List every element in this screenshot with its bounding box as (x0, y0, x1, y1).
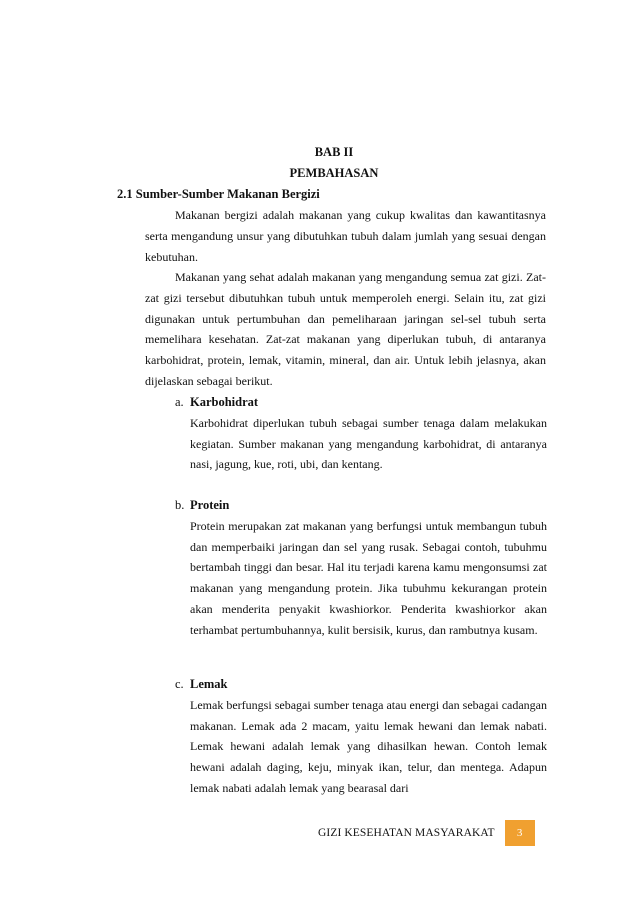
list-item-protein (175, 495, 547, 641)
list-item-title: Karbohidrat (190, 395, 259, 409)
list-item-body: Protein merupakan zat makanan yang berfungsi untuk membangun tubuh dan memperbaiki jaringan dan sel yang rusak. Sebagai contoh, tubuhmu bertambah tinggi dan besar. Hal itu terjadi karena kamu mengonsumsi zat makanan yang mengandung protein. Jika tubuhmu kekurangan protein akan menderita penyakit kwashiorkor. Penderita kwashiorkor akan terhambat pertumbuhannya, kulit bersisik, kurus, dan rambutnya kusam. (190, 518, 547, 637)
paragraph-1 (145, 205, 546, 267)
list-item-letter: b. (175, 498, 185, 512)
list-item-letter: c. (175, 677, 184, 691)
footer-title: GIZI KESEHATAN MASYARAKAT (318, 827, 495, 839)
page-number-badge: 3 (505, 820, 535, 846)
list-item-title: Lemak (190, 677, 228, 691)
list-item-title: Protein (190, 498, 230, 512)
paragraph-2 (145, 267, 546, 392)
paragraph-1-text: Makanan bergizi adalah makanan yang cukup kwalitas dan kawantitasnya serta mengandung unsur yang dibutuhkan tubuh dalam jumlah yang sesuai dengan kebutuhan. (145, 208, 546, 264)
list-item-heading (175, 392, 547, 413)
page-footer (318, 821, 535, 845)
list-item-body: Karbohidrat diperlukan tubuh sebagai sumber tenaga dalam melakukan kegiatan. Sumber makanan yang mengandung karbohidrat, di antaranya nasi, jagung, kue, roti, ubi, dan kentang. (190, 415, 547, 472)
list-item-letter: a. (175, 395, 184, 409)
subsection-heading: 2.1 Sumber-Sumber Makanan Bergizi (117, 187, 320, 201)
list-item-lemak (175, 674, 547, 799)
list-item-heading (175, 674, 547, 695)
section-title: PEMBAHASAN (289, 166, 379, 180)
chapter-title: BAB II (314, 145, 354, 159)
paragraph-2-text: Makanan yang sehat adalah makanan yang mengandung semua zat gizi. Zat-zat gizi tersebut dibutuhkan tubuh untuk memperoleh energi. Selain itu, zat gizi digunakan untuk pertumbuhan dan pemeliharaan jaringan sel-sel tubuh serta memelihara kesehatan. Zat-zat makanan yang diperlukan tubuh, di antaranya karbohidrat, protein, lemak, vitamin, mineral, dan air. Untuk lebih jelasnya, akan dijelaskan sebagai berikut. (145, 270, 546, 388)
list-item-heading (175, 495, 547, 516)
list-item-karbohidrat (175, 392, 547, 475)
list-item-body: Lemak berfungsi sebagai sumber tenaga atau energi dan sebagai cadangan makanan. Lemak ada 2 macam, yaitu lemak hewani dan lemak nabati. Lemak hewani adalah lemak yang dihasilkan hewan. Contoh lemak hewani adalah daging, keju, minyak ikan, telur, dan mentega. Adapun lemak nabati adalah lemak yang bearasal dari (190, 697, 547, 795)
